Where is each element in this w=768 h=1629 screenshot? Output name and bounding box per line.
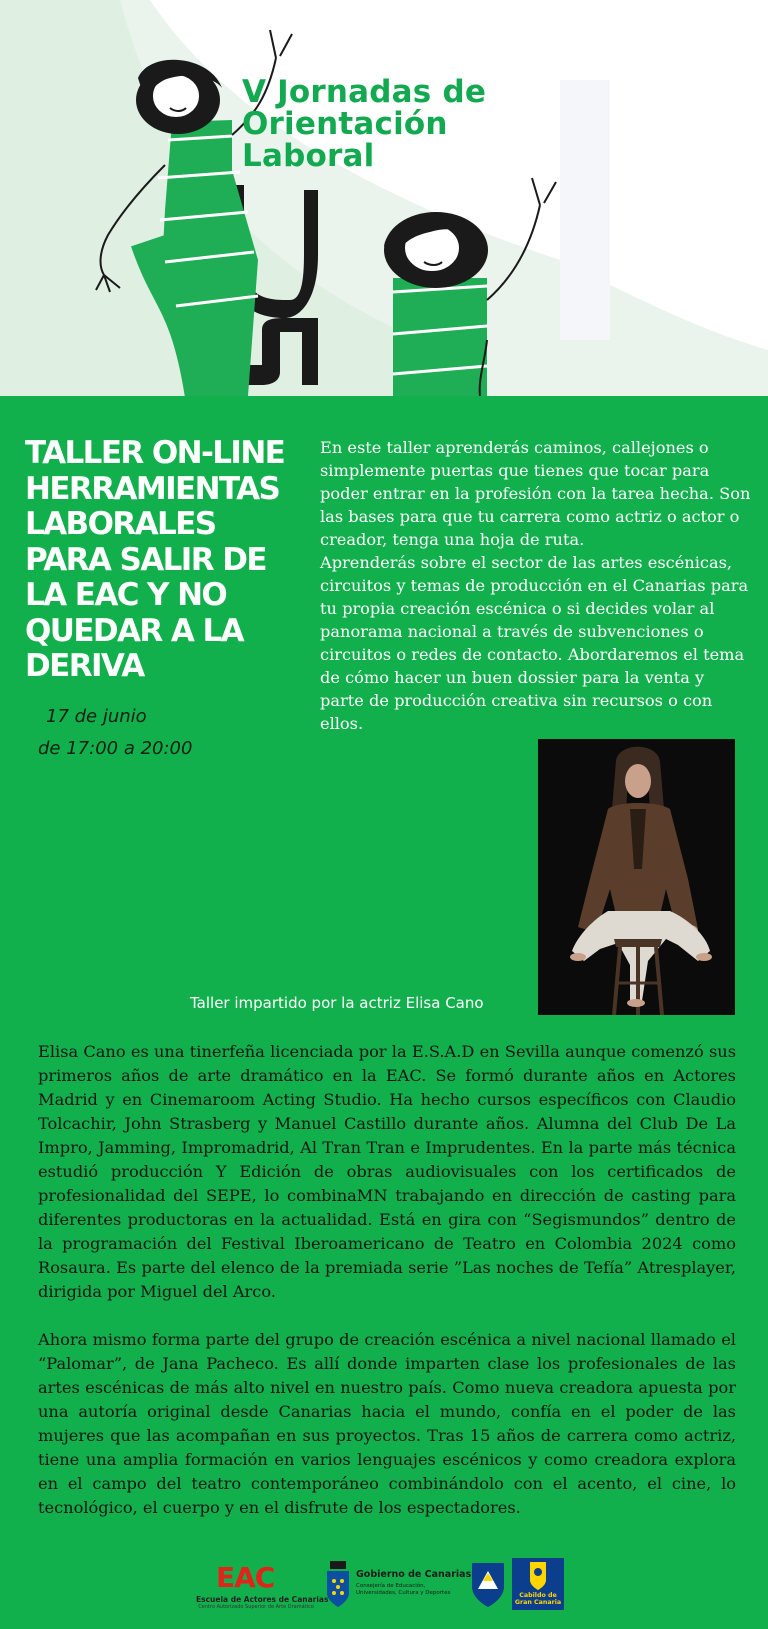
- event-date: 17 de junio: [46, 706, 147, 727]
- bio-paragraph-1: Elisa Cano es una tinerfeña licenciada por la E.S.A.D en Sevilla aunque comenzó sus primeros años de arte dramático en la EAC. Se formó durante años en Actores Madrid y en Cinemaroom Acting Studio. Ha hecho cursos específicos con Claudio Tolcachir, John Strasberg y Manuel Castillo durante años. Alumna del Club De La Impro, Jamming, Impromadrid, Al Tran Tran e Imprudentes. En la parte más técnica estudió producción Y Edición de obras audiovisuales con los certificados de profesionalidad del SEPE, lo combinaMN trabajando en dirección de casting para diferentes productoras en la actualidad. Está en gira con “Segismundos” dentro de la programación del Festival Iberoamericano de Teatro en Colombia 2024 como Rosaura. Es parte del elenco de la premiada serie ”Las noches de Tefía” Atresplayer, dirigida por Miguel del Arco.: [38, 1042, 736, 1301]
- workshop-title-line-1: TALLER ON-LINE: [25, 435, 285, 471]
- gran-canaria-logo-line-2: Gran Canaria: [514, 1599, 562, 1606]
- cabildo-gran-canaria-logo: [512, 1558, 564, 1610]
- workshop-title-line-7: DERIVA: [25, 648, 144, 684]
- jornadas-title-line-3: Laboral: [242, 138, 375, 174]
- header-illustration: [0, 0, 768, 396]
- instructor-bio: [38, 1040, 736, 1520]
- header-banner: [0, 0, 768, 396]
- workshop-title-line-4: PARA SALIR DE: [25, 541, 266, 578]
- jornadas-title-line-1: V Jornadas de: [242, 74, 487, 110]
- bio-paragraph-2: Ahora mismo forma parte del grupo de creación escénica a nivel nacional llamado el “Palomar”, de Jana Pacheco. Es allí donde imparten clase los profesionales de las artes escénicas de más alto nivel en nuestro país. Como nueva creadora apuesta por una autoría original desde Canarias hacia el mundo, confía en el poder de las mujeres que las acompañan en sus proyectos. Tras 15 años de carrera como actriz, tiene una amplia formación en varios lenguajes escénicos y como creadora explora en el campo del teatro contemporáneo combinándolo con el acento, el cine, lo tecnológico, el cuerpo y en el disfrute de los espectadores.: [38, 1330, 736, 1517]
- eac-logo-mark: EAC: [216, 1561, 275, 1594]
- intro-text: [320, 436, 752, 735]
- jornadas-title-line-2: Orientación: [242, 106, 448, 142]
- instructor-caption: Taller impartido por la actriz Elisa Cano: [190, 994, 484, 1012]
- workshop-title: [25, 436, 295, 685]
- workshop-title-line-3: LABORALES: [25, 506, 216, 542]
- sponsor-logos: [0, 1555, 768, 1629]
- cabildo-tenerife-logo: [468, 1559, 508, 1609]
- gobierno-logo-subtitle-1: Consejería de Educación,: [356, 1583, 426, 1589]
- instructor-photo-graphic: [538, 739, 735, 1015]
- gran-canaria-shield-icon: [512, 1558, 564, 1592]
- gobierno-shield-icon: [324, 1559, 352, 1609]
- gobierno-logo-subtitle: [356, 1583, 450, 1597]
- instructor-photo: [538, 739, 735, 1015]
- tenerife-emblem-icon: [468, 1559, 508, 1609]
- gran-canaria-logo-name: [512, 1592, 564, 1606]
- eac-logo: [196, 1561, 329, 1613]
- workshop-title-line-6: QUEDAR A LA: [25, 612, 244, 649]
- workshop-title-line-2: HERRAMIENTAS: [25, 470, 280, 507]
- eac-logo-subtitle: Centro Autorizado Superior de Arte Dramático: [198, 1604, 314, 1610]
- workshop-title-line-5: LA EAC Y NO: [25, 577, 227, 613]
- intro-paragraph-1: En este taller aprenderás caminos, callejones o simplemente puertas que tienes que tocar para poder entrar en la profesión con la tarea hecha. Son las bases para que tu carrera como actriz o actor o creador, tenga una hoja de ruta.: [320, 438, 751, 549]
- gobierno-logo-name: Gobierno de Canarias: [356, 1569, 472, 1580]
- eac-logo-name: Escuela de Actores de Canarias: [196, 1595, 329, 1604]
- gobierno-logo-subtitle-2: Universidades, Cultura y Deportes: [356, 1590, 451, 1596]
- gran-canaria-logo-line-1: Cabildo de: [519, 1592, 557, 1599]
- jornadas-title: [242, 76, 542, 172]
- gobierno-canarias-logo: [324, 1559, 472, 1611]
- intro-paragraph-2: Aprenderás sobre el sector de las artes escénicas, circuitos y temas de producción en el Canarias para tu propia creación escénica o si decides volar al panorama nacional a través de subvenciones o circuitos o redes de contacto. Abordaremos el tema de cómo hacer un buen dossier para la venta y parte de producción creativa sin recursos o con ellos.: [320, 553, 749, 733]
- event-time: de 17:00 a 20:00: [38, 738, 193, 759]
